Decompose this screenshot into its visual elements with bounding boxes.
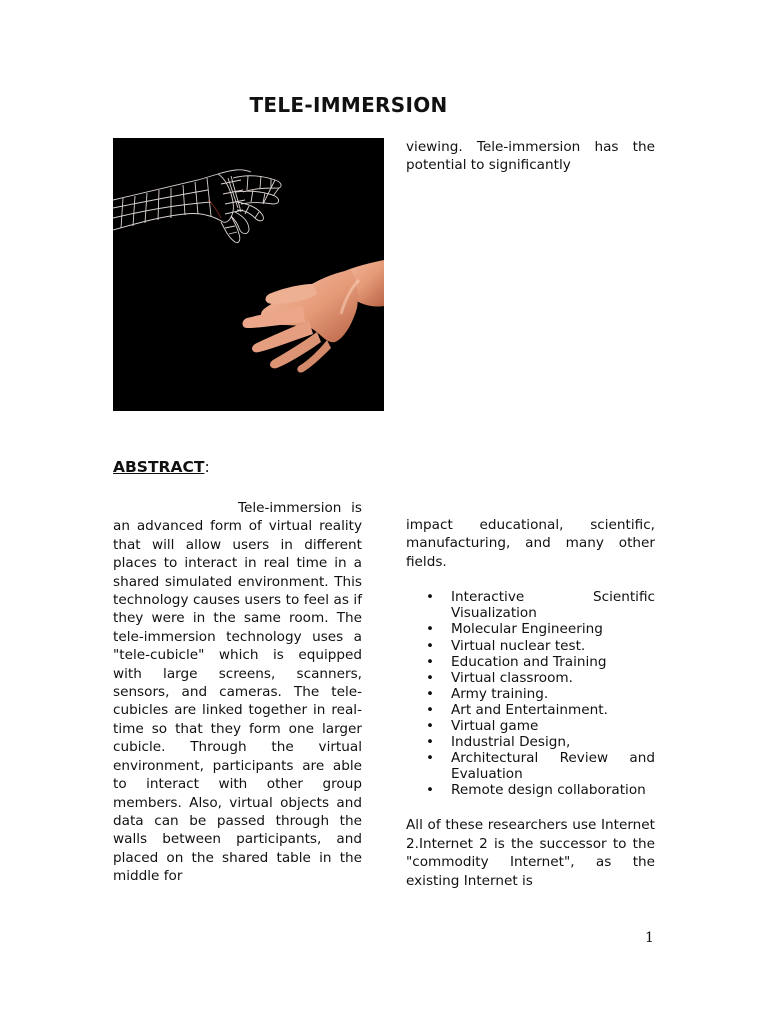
list-item-text: Virtual game: [451, 717, 539, 734]
column-right-top: [406, 138, 655, 175]
bullet-icon: •: [426, 669, 435, 686]
abstract-paragraph: Tele-immersion is an advanced form of virtual reality that will allow users in different places to interact in real time in a shared simulated environment. This technology causes users to feel as if they were in the same room. The tele-immersion technology uses a "tele-cubicle" which is equipped with large screens, scanners, sensors, and cameras. The tele-cubicles are linked together in real-time so that they form one larger cubicle. Through the virtual environment, participants are able to interact with other group members. Also, virtual objects and data can be passed through the walls between participants, and placed on the shared table in the middle for: [113, 500, 362, 885]
bullet-icon: •: [426, 637, 435, 654]
list-item: [406, 654, 655, 670]
list-item: [406, 718, 655, 734]
column-right: [406, 516, 655, 890]
list-item: [406, 670, 655, 686]
abstract-heading-colon: :: [204, 458, 210, 476]
list-item-text: Virtual nuclear test.: [451, 637, 586, 654]
abstract-heading: [113, 458, 210, 476]
applications-list: [406, 589, 655, 798]
list-item-text: Remote design collaboration: [451, 782, 646, 799]
list-item-text: Army training.: [451, 685, 549, 702]
bullet-icon: •: [426, 589, 435, 606]
bullet-icon: •: [426, 734, 435, 751]
list-item-text: Industrial Design,: [451, 734, 571, 751]
list-item: [406, 621, 655, 637]
list-item: [406, 702, 655, 718]
page-number: 1: [645, 930, 654, 946]
bullet-icon: •: [426, 701, 435, 718]
document-title: TELE-IMMERSION: [249, 93, 448, 117]
list-item-text: Education and Training: [451, 653, 607, 670]
list-item-text: Interactive Scientific Visualization: [451, 589, 655, 622]
bullet-icon: •: [426, 717, 435, 734]
continuation-text: viewing. Tele-immersion has the potential to significantly: [406, 139, 655, 174]
closing-paragraph: All of these researchers use Internet 2.Internet 2 is the successor to the "commodity Internet", as the existing Internet is: [406, 817, 655, 889]
bullet-icon: •: [426, 750, 435, 767]
bullet-icon: •: [426, 782, 435, 799]
bullet-icon: •: [426, 621, 435, 638]
list-item-text: Art and Entertainment.: [451, 701, 608, 718]
hand-reaching-icon: [113, 138, 384, 411]
list-item: [406, 686, 655, 702]
bullet-icon: •: [426, 685, 435, 702]
bullet-icon: •: [426, 653, 435, 670]
column-left: [113, 499, 362, 886]
list-item: [406, 782, 655, 798]
list-item-text: Virtual classroom.: [451, 669, 573, 686]
abstract-heading-label: ABSTRACT: [113, 458, 205, 476]
list-item: [406, 734, 655, 750]
list-item: [406, 750, 655, 782]
hand-reaching-image: [113, 138, 384, 411]
list-item-text: Architectural Review and Evaluation: [451, 750, 655, 783]
intro-paragraph: impact educational, scientific, manufacturing, and many other fields.: [406, 517, 655, 570]
list-item: [406, 638, 655, 654]
list-item-text: Molecular Engineering: [451, 621, 603, 638]
list-item: [406, 589, 655, 621]
